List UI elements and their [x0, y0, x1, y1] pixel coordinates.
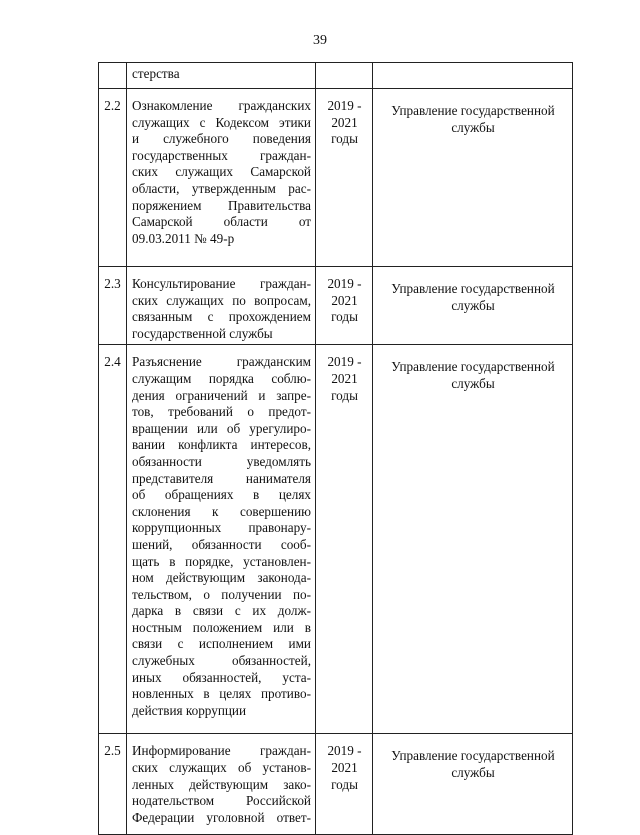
cell-description: [127, 345, 316, 734]
years-word: годы: [331, 131, 358, 147]
description-line: служащих с Кодексом этики: [132, 114, 311, 130]
cell-number: [99, 63, 127, 89]
description-line: ских служащих по вопросам,: [132, 292, 311, 308]
description-line: ских служащих об установ-: [132, 759, 311, 775]
description-line: и служебного поведения: [132, 131, 311, 147]
years-end: 2021: [331, 759, 358, 775]
description-line: новленных в целях противо-: [132, 686, 311, 702]
description-line: 09.03.2011 № 49-р: [132, 230, 235, 246]
table-row-carry-over: [99, 63, 573, 89]
table-row: [99, 89, 573, 267]
description-line: дарка в связи с их долж-: [132, 603, 311, 619]
description-line: иных обязанностей, уста-: [132, 669, 311, 685]
cell-department: Управление государственной службы: [373, 89, 573, 267]
cell-number: 2.5: [99, 734, 127, 835]
cell-years: [316, 734, 373, 835]
years-end: 2021: [331, 114, 358, 130]
description-line: представителя нанимателя: [132, 470, 311, 486]
cell-number: 2.2: [99, 89, 127, 267]
cell-department: [373, 63, 573, 89]
years-start: 2019 -: [327, 354, 362, 370]
years-start: 2019 -: [327, 743, 362, 759]
description-line: Консультирование граждан-: [132, 276, 311, 291]
cell-department: Управление государственной службы: [373, 734, 573, 835]
description-line: Информирование граждан-: [132, 743, 311, 759]
carry-over-text: стерства: [132, 66, 180, 81]
cell-department: Управление государственной службы: [373, 345, 573, 734]
description-line: Разъяснение гражданским: [132, 354, 311, 370]
description-line: связанным с прохождением: [132, 309, 311, 325]
description-line: поряжением Правительства: [132, 197, 311, 213]
description-line: ном действующим законода-: [132, 570, 311, 586]
description-line: связи с исполнением ими: [132, 636, 311, 652]
description-line: шений, обязанности сооб-: [132, 536, 311, 552]
cell-description: [127, 734, 316, 835]
description-line: государственных граждан-: [132, 147, 311, 163]
years-end: 2021: [331, 370, 358, 386]
cell-years: [316, 89, 373, 267]
description-line: ленных действующим зако-: [132, 776, 311, 792]
description-line: щать в порядке, установлен-: [132, 553, 311, 569]
description-line: дения ограничений и запре-: [132, 387, 311, 403]
cell-description: [127, 63, 316, 89]
description-line: вании конфликта интересов,: [132, 437, 311, 453]
description-line: вращении или об урегулиро-: [132, 420, 311, 436]
years-word: годы: [331, 776, 358, 792]
cell-description: [127, 89, 316, 267]
years-end: 2021: [331, 292, 358, 308]
cell-number: 2.3: [99, 267, 127, 345]
page-number: 39: [313, 33, 327, 48]
table-row: [99, 734, 573, 835]
years-word: годы: [331, 309, 358, 325]
description-line: коррупционных правонару-: [132, 520, 311, 536]
description-line: ностным положением или в: [132, 619, 311, 635]
description-line: об обращениях в целях: [132, 487, 311, 503]
description-line: тов, требований о предот-: [132, 404, 311, 420]
description-line: тельством, о получении по-: [132, 586, 311, 602]
years-start: 2019 -: [327, 98, 362, 113]
description-line: области, утвержденным рас-: [132, 180, 311, 196]
cell-number: 2.4: [99, 345, 127, 734]
description-line: нодательством Российской: [132, 793, 311, 809]
measures-table: [98, 62, 573, 835]
description-line: государственной службы: [132, 325, 273, 341]
description-line: служебных обязанностей,: [132, 653, 311, 669]
cell-department: Управление государственной службы: [373, 267, 573, 345]
table-row: [99, 267, 573, 345]
description-line: ских служащих Самарской: [132, 164, 311, 180]
description-line: действия коррупции: [132, 702, 247, 718]
years-word: годы: [331, 387, 358, 403]
description-line: Самарской области от: [132, 214, 311, 230]
cell-years: [316, 267, 373, 345]
description-line: склонения к совершению: [132, 503, 311, 519]
description-line: Федерации уголовной ответ-: [132, 809, 311, 825]
table-row: [99, 345, 573, 734]
description-line: служащим порядка соблю-: [132, 370, 311, 386]
cell-years: [316, 63, 373, 89]
description-line: Ознакомление гражданских: [132, 98, 311, 113]
cell-description: [127, 267, 316, 345]
cell-years: [316, 345, 373, 734]
years-start: 2019 -: [327, 276, 362, 291]
description-line: обязанности уведомлять: [132, 453, 311, 469]
